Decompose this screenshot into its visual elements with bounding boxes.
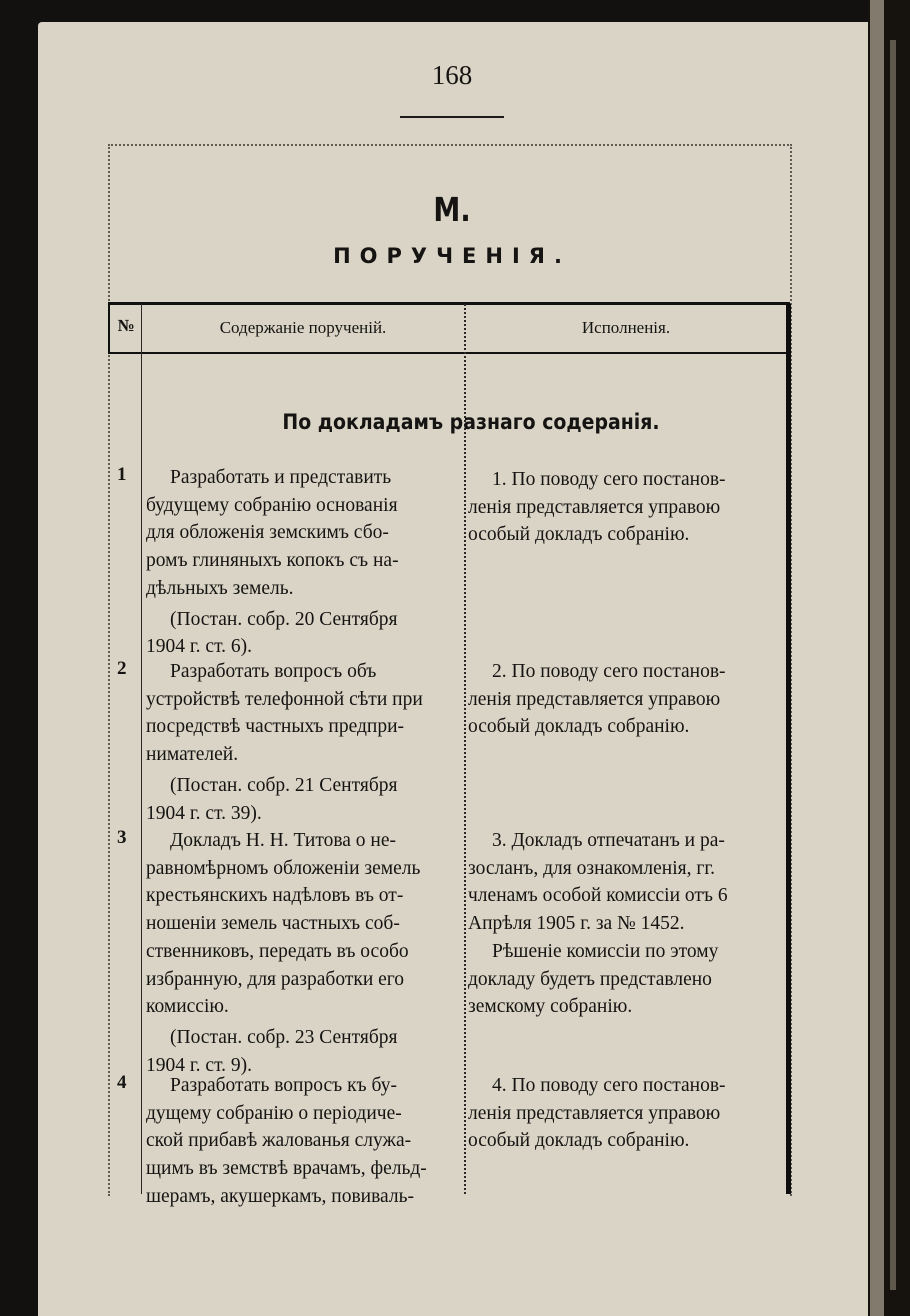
execution-line: особый докладъ собранiю. — [468, 716, 690, 738]
row-number: 2 — [117, 658, 127, 679]
execution-line: 1. По поводу сего постанов- — [492, 469, 726, 490]
task-line: избранную, для разработки его — [146, 968, 405, 990]
column-separator-content — [464, 304, 467, 1194]
row-number: 4 — [117, 1072, 127, 1093]
citation-line: 1904 г. ст. 6). — [146, 636, 253, 658]
task-line: комиссiю. — [146, 996, 229, 1018]
header-number: № — [117, 316, 135, 335]
task-line: ской прибавѣ жалованья служа- — [146, 1130, 412, 1152]
execution-line: членамъ особой комиссiи отъ 6 — [468, 885, 728, 907]
task-line: дѣльныхъ земель. — [146, 577, 294, 599]
task-line: дущему собранiю о перiодиче- — [146, 1102, 402, 1124]
task-line: Докладъ Н. Н. Титова о не- — [170, 830, 397, 851]
row-number: 3 — [117, 827, 127, 848]
table-top-rule — [108, 302, 790, 305]
table-header-rule — [108, 352, 790, 354]
row-4-execution — [468, 1072, 786, 1155]
page-number: 168 — [431, 60, 473, 90]
task-line: ношенiи земель частныхъ соб- — [146, 913, 400, 935]
execution-line: ленiя представляется управою — [468, 688, 721, 710]
row-4-task — [146, 1072, 462, 1211]
task-line: Разработать вопросъ объ — [170, 661, 377, 682]
citation-line: (Постан. собр. 21 Сентября — [170, 774, 398, 796]
section-letter: M. — [433, 190, 471, 229]
task-line: равномѣрномъ обложенiи земель — [146, 857, 421, 879]
task-line: щимъ въ земствѣ врачамъ, фельд- — [146, 1158, 427, 1180]
task-line: для обложенiя земскимъ сбо- — [146, 522, 389, 544]
task-line: крестьянскихъ надѣловъ въ от- — [146, 885, 404, 907]
table-right-rule — [786, 304, 791, 1194]
execution-line: докладу будетъ представлено — [468, 968, 712, 990]
row-3-task — [146, 827, 462, 1079]
execution-line: 4. По поводу сего постанов- — [492, 1075, 726, 1096]
subheading: По докладамъ разнаго содеранiя. — [282, 410, 660, 434]
task-line: Разработать и представить — [170, 467, 392, 488]
execution-line: земскому собранiю. — [468, 996, 633, 1018]
row-1-task — [146, 464, 462, 661]
execution-line: 2. По поводу сего постанов- — [492, 661, 726, 682]
row-number: 1 — [117, 464, 127, 485]
row-2-task — [146, 658, 462, 827]
row-2-execution — [468, 658, 786, 741]
execution-line: 3. Докладъ отпечатанъ и ра- — [492, 830, 725, 851]
table-header-left-rule — [108, 304, 110, 354]
execution-line: зосланъ, для ознакомленiя, гг. — [468, 857, 716, 879]
task-line: ственниковъ, передать въ особо — [146, 940, 409, 962]
execution-line: Апрѣля 1905 г. за № 1452. — [468, 913, 685, 935]
execution-line: ленiя представляется управою — [468, 496, 721, 518]
task-line: будущему собранiю основанiя — [146, 494, 398, 516]
header-content: Содержанiе порученiй. — [219, 318, 387, 337]
page-number-rule — [400, 116, 504, 118]
citation-line: (Постан. собр. 23 Сентября — [170, 1026, 398, 1048]
task-line: посредствѣ частныхъ предпри- — [146, 716, 405, 738]
row-3-execution — [468, 827, 786, 1021]
task-line: устройствѣ телефонной сѣти при — [146, 688, 423, 710]
citation-line: (Постан. собр. 20 Сентября — [170, 608, 398, 630]
task-line: шерамъ, акушеркамъ, повиваль- — [146, 1185, 415, 1207]
task-line: ромъ глиняныхъ копокъ съ на- — [146, 550, 399, 572]
row-1-execution — [468, 466, 786, 549]
execution-line: ленiя представляется управою — [468, 1102, 721, 1124]
citation-line: 1904 г. ст. 9). — [146, 1054, 253, 1076]
task-line: нимателей. — [146, 744, 239, 766]
execution-line: особый докладъ собранiю. — [468, 1130, 690, 1152]
task-line: Разработать вопросъ къ бу- — [170, 1075, 397, 1096]
column-separator-number — [141, 304, 142, 1194]
section-title: ПОРУЧЕНIЯ. — [333, 244, 571, 268]
execution-line: Рѣшенiе комиссiи по этому — [492, 940, 719, 962]
header-execution: Исполненiя. — [581, 318, 671, 337]
adjacent-page-edge — [868, 0, 910, 1316]
citation-line: 1904 г. ст. 39). — [146, 802, 262, 824]
execution-line: особый докладъ собранiю. — [468, 524, 690, 546]
